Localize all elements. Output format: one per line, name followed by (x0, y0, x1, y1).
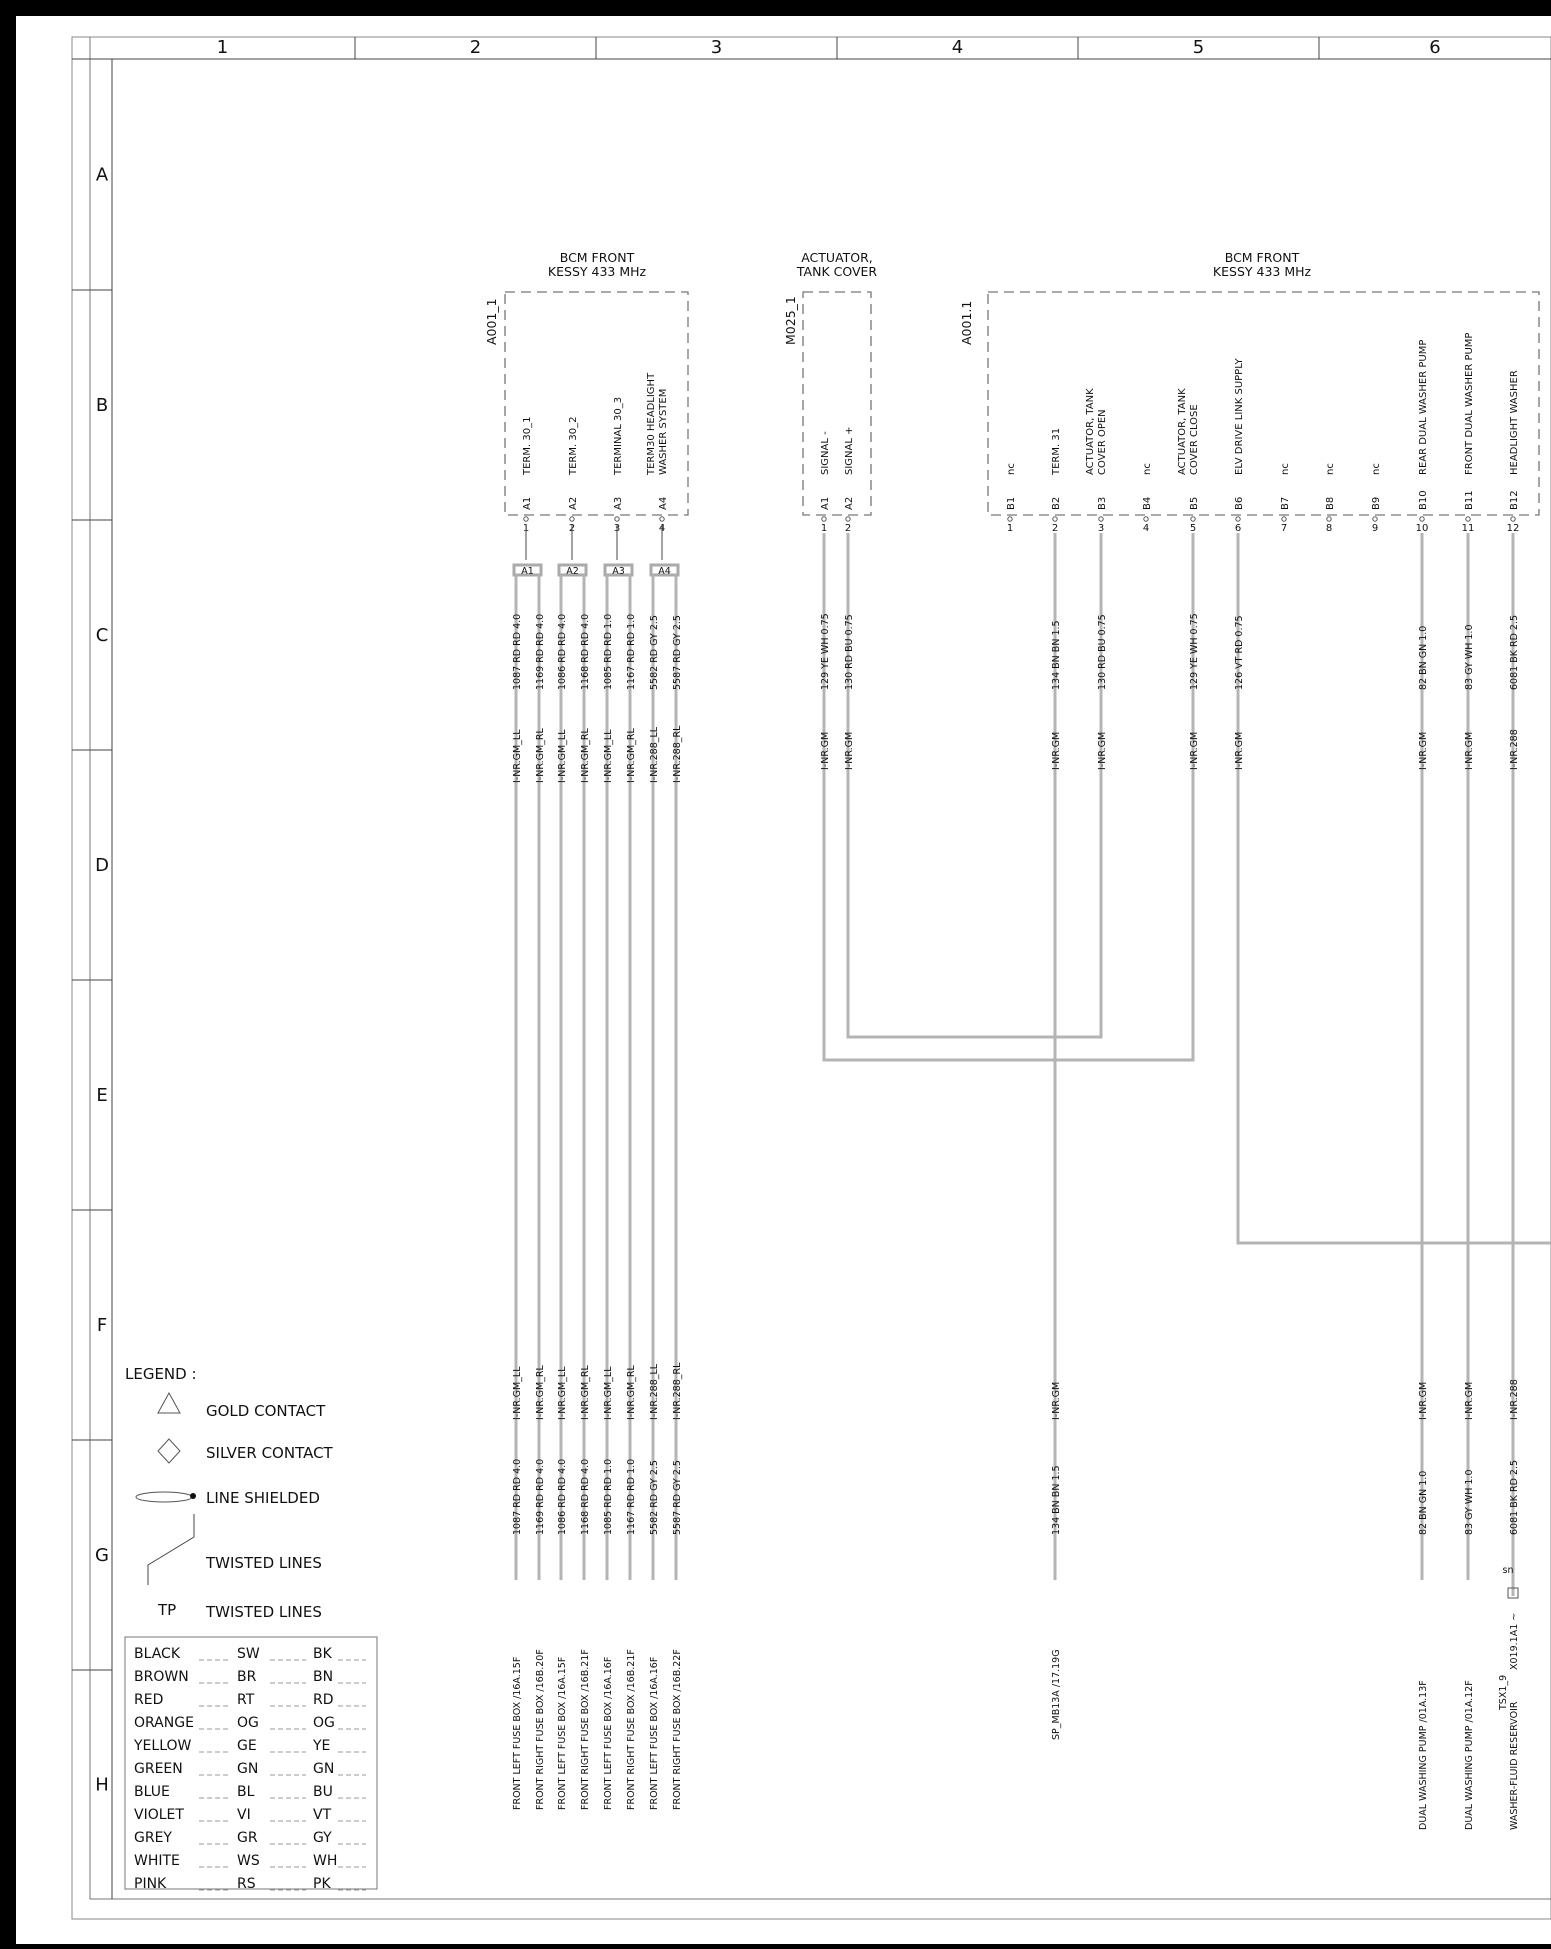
legend-line-shielded: LINE SHIELDED (206, 1489, 320, 1507)
wire-conductor-label: 1168 RD RD 4.0 (580, 613, 591, 690)
wire-conductor-label: 1168 RD RD 4.0 (580, 1458, 591, 1535)
pin-terminal (570, 517, 574, 521)
wire-conductor-label: 6081 BK RD 2.5 (1509, 614, 1520, 690)
pin-number: 10 (1415, 523, 1429, 534)
wire-harness-label: I-NR.GM (1097, 731, 1108, 770)
wire-conductor-label: 134 BN BN 1.5 (1051, 1465, 1062, 1535)
contact-marker-A1: A1 (521, 566, 534, 577)
pin-number: 2 (844, 523, 852, 534)
wire-harness-label: I-NR.GM (1464, 731, 1475, 770)
wire-conductor-label: 1085 RD RD 1.0 (603, 613, 614, 690)
wire-destination-ref: FRONT RIGHT FUSE BOX /16B.21F (626, 1649, 637, 1810)
component-title: ACTUATOR, (801, 250, 873, 265)
wire-harness-label: I-NR.GM_RL (580, 728, 591, 783)
wire-harness-label: I-NR.288_RL (672, 725, 683, 783)
contact-marker-A3: A3 (612, 566, 625, 577)
wire-harness-label: I-NR.288 (1509, 729, 1520, 770)
wire-conductor-label: 5582 RD GY 2.5 (649, 1460, 660, 1535)
component-designator: M025_1 (783, 296, 798, 345)
wire-destination-ref: DUAL WASHING PUMP /01A.12F (1464, 1680, 1475, 1830)
wire-conductor-label: 83 GY WH 1.0 (1464, 1469, 1475, 1535)
wire-conductor-label: 1167 RD RD 1.0 (626, 1458, 637, 1535)
pin-terminal (1191, 517, 1195, 521)
legend-title: LEGEND : (125, 1365, 197, 1383)
pin-function-label: nc (1371, 463, 1382, 475)
wire-harness-label: I-NR.288_LL (649, 726, 660, 783)
color-code-abbr: GY (313, 1830, 332, 1846)
pin-id-B9: B9 (1371, 496, 1382, 510)
color-code-abbr: BK (313, 1646, 332, 1662)
wire-harness-label: I-NR.GM (1418, 1381, 1429, 1420)
legend-silver-contact: SILVER CONTACT (206, 1444, 333, 1462)
pin-number: 1 (522, 523, 530, 534)
color-name-en: GREY (134, 1830, 172, 1846)
pin-number: 1 (820, 523, 828, 534)
wire-harness-label: I-NR.GM_LL (512, 729, 523, 783)
pin-id-A2: A2 (844, 496, 855, 510)
pin-id-A1: A1 (820, 496, 831, 510)
shield-dot-icon (190, 1493, 196, 1499)
component-title: TANK COVER (796, 264, 878, 279)
pin-number: 2 (1051, 523, 1059, 534)
wire-harness-label: I-NR.GM (1051, 1381, 1062, 1420)
wire-conductor-label: 130 RD BU 0.75 (844, 614, 855, 690)
wire-conductor-label: 1086 RD RD 4.0 (557, 1458, 568, 1535)
pin-terminal (1236, 517, 1240, 521)
pin-id-B8: B8 (1325, 496, 1336, 510)
wire-harness-label: I-NR.GM_RL (535, 728, 546, 783)
wire-conductor-label: 129 YE WH 0.75 (1189, 613, 1200, 690)
color-code-abbr: PK (313, 1876, 331, 1892)
tp-symbol: TP (158, 1601, 177, 1619)
wire-harness-label: I-NR.GM_RL (626, 728, 637, 783)
pin-id-A2: A2 (568, 496, 579, 510)
pin-function-label: nc (1280, 463, 1291, 475)
pin-terminal (1466, 517, 1470, 521)
wire-destination-ref: X019.1A1 ~ (1509, 1612, 1520, 1670)
wire-destination-ref: FRONT RIGHT FUSE BOX /16B.21F (580, 1649, 591, 1810)
legend-twisted-lines-tp: TWISTED LINES (206, 1603, 322, 1621)
wire-destination-ref: FRONT LEFT FUSE BOX /16A.16F (603, 1656, 614, 1810)
pin-terminal (1420, 517, 1424, 521)
wire-harness-label: I-NR.GM_LL (557, 729, 568, 783)
pin-id-A1: A1 (522, 496, 533, 510)
wire-destination-ref: FRONT LEFT FUSE BOX /16A.15F (512, 1656, 523, 1810)
pin-id-B2: B2 (1051, 496, 1062, 510)
column-label-1: 1 (216, 37, 229, 58)
pin-terminal (846, 517, 850, 521)
color-code-abbr: GN (313, 1761, 335, 1777)
wire-harness-label: I-NR.GM_RL (626, 1365, 637, 1420)
pin-terminal (1144, 517, 1148, 521)
color-name-en: BLUE (134, 1784, 170, 1800)
wire-harness-label: I-NR.288_RL (672, 1362, 683, 1420)
pin-number: 12 (1506, 523, 1520, 534)
row-label-A: A (95, 164, 109, 186)
component-title: KESSY 433 MHz (1212, 264, 1312, 279)
wire-harness-label: I-NR.GM (1189, 731, 1200, 770)
wire-conductor-label: 6081 BK RD 2.5 (1509, 1459, 1520, 1535)
color-name-en: VIOLET (134, 1807, 184, 1823)
pin-number: 9 (1371, 523, 1379, 534)
pin-terminal (1511, 517, 1515, 521)
pin-function-label: ACTUATOR, TANK (1177, 388, 1188, 475)
pin-function-label: nc (1006, 463, 1017, 475)
wire-harness-label: I-NR.GM (820, 731, 831, 770)
pin-terminal (1053, 517, 1057, 521)
pin-number: 4 (1142, 523, 1150, 534)
contact-marker-A2: A2 (566, 566, 579, 577)
pin-id-A3: A3 (613, 496, 624, 510)
pin-id-B10: B10 (1418, 490, 1429, 510)
wire-harness-label: I-NR.GM_LL (603, 1366, 614, 1420)
color-code-de: VI (237, 1807, 251, 1823)
color-name-en: YELLOW (134, 1738, 192, 1754)
column-label-3: 3 (710, 37, 723, 58)
pin-function-label: FRONT DUAL WASHER PUMP (1464, 332, 1475, 475)
wire-destination-ref: FRONT LEFT FUSE BOX /16A.16F (649, 1656, 660, 1810)
wire-conductor-label: 1085 RD RD 1.0 (603, 1458, 614, 1535)
component-title: BCM FRONT (559, 250, 635, 265)
wire-harness-label: I-NR.GM_RL (535, 1365, 546, 1420)
component-designator: A001_1 (484, 298, 499, 345)
wire-harness-label: I-NR.288_LL (649, 1363, 660, 1420)
component-designator: A001.1 (959, 300, 974, 345)
row-label-F: F (96, 1315, 108, 1336)
pin-terminal (1373, 517, 1377, 521)
pin-number: 7 (1280, 523, 1288, 534)
washer-ref-line1: TSX1_9 (1498, 1674, 1509, 1710)
pin-terminal (615, 517, 619, 521)
pin-function-label: nc (1142, 463, 1153, 475)
pin-terminal (1008, 517, 1012, 521)
color-code-de: BR (237, 1669, 257, 1685)
color-code-abbr: VT (313, 1807, 332, 1823)
contact-marker-A4: A4 (658, 566, 671, 577)
pin-function-label: nc (1325, 463, 1336, 475)
color-name-en: BLACK (134, 1646, 181, 1662)
color-code-abbr: YE (313, 1738, 331, 1754)
wire-conductor-label: 1087 RD RD 4.0 (512, 613, 523, 690)
pin-terminal (822, 517, 826, 521)
color-code-de: RS (237, 1876, 256, 1892)
pin-function-label: TERM. 31 (1051, 427, 1062, 475)
wire-destination-ref: SP_MB13A /17.19G (1051, 1649, 1062, 1740)
wire-conductor-label: 1087 RD RD 4.0 (512, 1458, 523, 1535)
wire-destination-ref: FRONT RIGHT FUSE BOX /16B.22F (672, 1649, 683, 1810)
column-label-6: 6 (1429, 37, 1441, 58)
row-label-G: G (95, 1545, 109, 1566)
pin-number: 11 (1461, 523, 1475, 534)
wire-destination-ref: FRONT LEFT FUSE BOX /16A.15F (557, 1656, 568, 1810)
wire-harness-label: I-NR.GM (844, 731, 855, 770)
pin-number: 1 (1006, 523, 1014, 534)
pin-id-B12: B12 (1509, 490, 1520, 510)
column-label-4: 4 (951, 37, 964, 58)
color-name-en: WHITE (134, 1853, 180, 1869)
color-code-abbr: WH (313, 1853, 338, 1869)
color-name-en: ORANGE (134, 1715, 194, 1731)
pin-terminal (1327, 517, 1331, 521)
pin-number: 3 (613, 523, 621, 534)
wire-conductor-label: 5582 RD GY 2.5 (649, 615, 660, 690)
column-label-5: 5 (1192, 37, 1205, 58)
wire-conductor-label: 83 GY WH 1.0 (1464, 624, 1475, 690)
wire-destination-ref: DUAL WASHING PUMP /01A.13F (1418, 1680, 1429, 1830)
color-code-abbr: RD (313, 1692, 334, 1708)
wire-harness-label: I-NR.GM (1051, 731, 1062, 770)
legend-twisted-lines: TWISTED LINES (206, 1554, 322, 1572)
wire-harness-label: I-NR.GM_LL (512, 1366, 523, 1420)
pin-function-label: SIGNAL + (844, 426, 855, 475)
wire-harness-label: I-NR.GM (1418, 731, 1429, 770)
pin-id-A4: A4 (658, 496, 669, 510)
pin-function-label: WASHER SYSTEM (658, 388, 669, 475)
pin-function-label: ACTUATOR, TANK (1085, 388, 1096, 475)
color-code-de: BL (237, 1784, 255, 1800)
color-code-abbr: OG (313, 1715, 335, 1731)
wire-harness-label: I-NR.GM_LL (557, 1366, 568, 1420)
legend-gold-contact: GOLD CONTACT (206, 1402, 326, 1420)
pin-function-label: TERM. 30_2 (568, 416, 579, 475)
shield-note: sn (1502, 1565, 1514, 1576)
row-label-H: H (95, 1774, 109, 1796)
row-label-D: D (95, 855, 109, 876)
wire-harness-label: I-NR.GM_RL (580, 1365, 591, 1420)
color-code-de: GR (237, 1830, 258, 1846)
column-label-2: 2 (469, 37, 482, 58)
pin-function-label: TERM. 30_1 (522, 416, 533, 475)
color-code-abbr: BU (313, 1784, 333, 1800)
wire-conductor-label: 1086 RD RD 4.0 (557, 613, 568, 690)
color-code-de: GN (237, 1761, 259, 1777)
pin-function-label: TERMINAL 30_3 (613, 396, 624, 475)
pin-function-label: ELV DRIVE LINK SUPPLY (1234, 358, 1245, 475)
color-code-abbr: BN (313, 1669, 334, 1685)
color-name-en: PINK (134, 1876, 167, 1892)
pin-number: 8 (1325, 523, 1333, 534)
pin-id-B7: B7 (1280, 496, 1291, 510)
pin-function-label: COVER CLOSE (1189, 404, 1200, 475)
wire-conductor-label: 1169 RD RD 4.0 (535, 613, 546, 690)
pin-function-label: SIGNAL - (820, 431, 831, 475)
row-label-C: C (95, 625, 109, 646)
color-code-de: RT (237, 1692, 255, 1708)
color-code-de: WS (237, 1853, 260, 1869)
wire-conductor-label: 129 YE WH 0.75 (820, 613, 831, 690)
pin-function-label: REAR DUAL WASHER PUMP (1418, 339, 1429, 475)
wire-conductor-label: 5587 RD GY 2.5 (672, 615, 683, 690)
wire-conductor-label: 1169 RD RD 4.0 (535, 1458, 546, 1535)
pin-number: 3 (1097, 523, 1105, 534)
pin-terminal (660, 517, 664, 521)
washer-ref-line2: WASHER-FLUID RESERVOIR (1509, 1701, 1520, 1830)
wire-conductor-label: 82 BN GN 1.0 (1418, 625, 1429, 690)
wire-harness-label: I-NR.GM (1464, 1381, 1475, 1420)
pin-terminal (1282, 517, 1286, 521)
pin-number: 4 (658, 523, 666, 534)
component-title: BCM FRONT (1224, 250, 1300, 265)
pin-id-B6: B6 (1234, 496, 1245, 510)
row-label-E: E (96, 1085, 108, 1106)
pin-id-B4: B4 (1142, 496, 1153, 510)
wire-conductor-label: 134 BN BN 1.5 (1051, 620, 1062, 690)
wire-conductor-label: 82 BN GN 1.0 (1418, 1470, 1429, 1535)
wire-conductor-label: 126 VT RD 0.75 (1234, 615, 1245, 690)
wire-conductor-label: 130 RD BU 0.75 (1097, 614, 1108, 690)
pin-terminal (1099, 517, 1103, 521)
wire-harness-label: I-NR.GM (1234, 731, 1245, 770)
pin-function-label: HEADLIGHT WASHER (1509, 370, 1520, 475)
wire-harness-label: I-NR.GM_LL (603, 729, 614, 783)
wire-conductor-label: 5587 RD GY 2.5 (672, 1460, 683, 1535)
wire-destination-ref: FRONT RIGHT FUSE BOX /16B.20F (535, 1649, 546, 1810)
pin-id-B1: B1 (1006, 496, 1017, 510)
pin-id-B3: B3 (1097, 496, 1108, 510)
pin-function-label: TERM30 HEADLIGHT (646, 372, 657, 475)
pin-terminal (524, 517, 528, 521)
pin-number: 2 (568, 523, 576, 534)
color-name-en: BROWN (134, 1669, 189, 1685)
color-code-de: OG (237, 1715, 259, 1731)
pin-id-B5: B5 (1189, 496, 1200, 510)
color-code-de: GE (237, 1738, 257, 1754)
color-name-en: RED (134, 1692, 164, 1708)
color-code-de: SW (237, 1646, 260, 1662)
component-title: KESSY 433 MHz (547, 264, 647, 279)
pin-function-label: COVER OPEN (1097, 409, 1108, 475)
pin-number: 6 (1234, 523, 1242, 534)
pin-number: 5 (1189, 523, 1197, 534)
pin-id-B11: B11 (1464, 490, 1475, 510)
wire-conductor-label: 1167 RD RD 1.0 (626, 613, 637, 690)
row-label-B: B (95, 395, 109, 416)
wire-harness-label: I-NR.288 (1509, 1379, 1520, 1420)
color-name-en: GREEN (134, 1761, 183, 1777)
